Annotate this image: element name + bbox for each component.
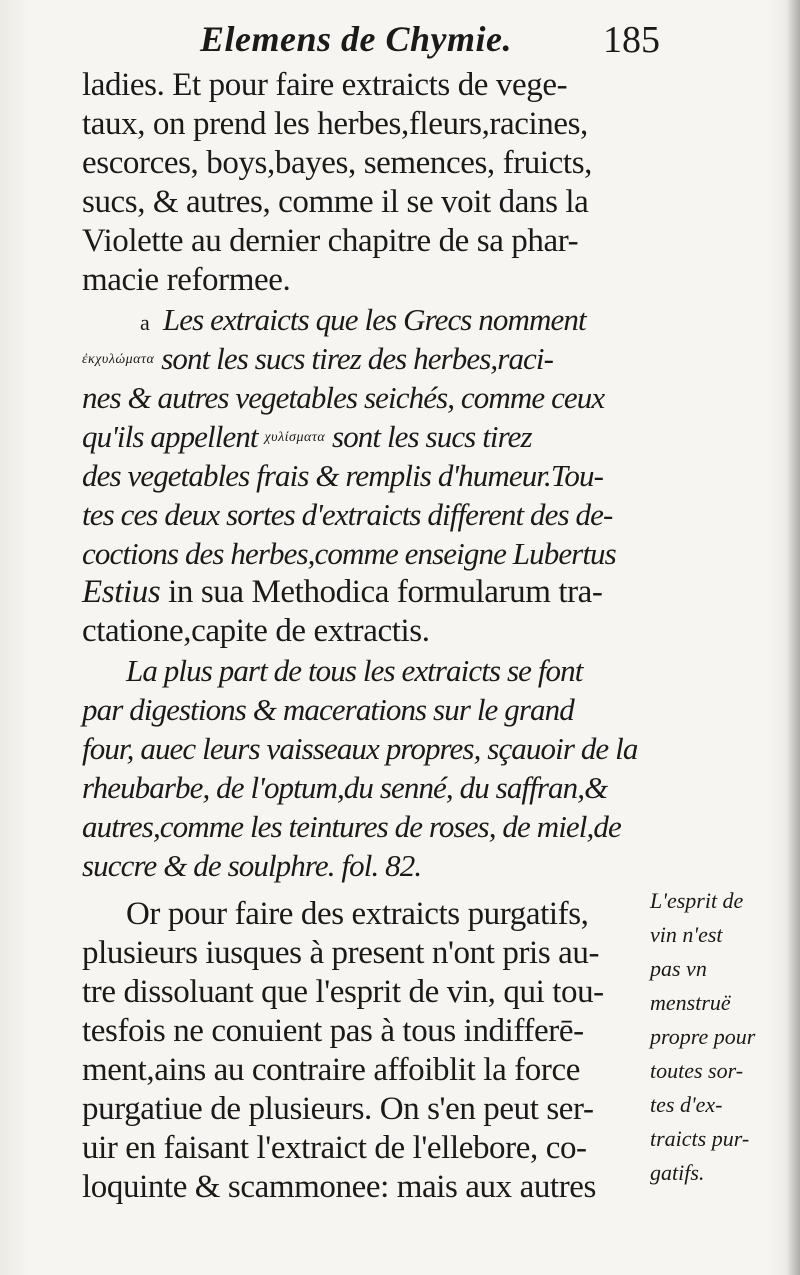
author-name: Estius <box>82 574 161 610</box>
text-line: Or pour faire des extraicts purgatifs, <box>126 896 589 932</box>
note-text: qu'ils appellent <box>82 419 258 454</box>
margin-note-line: gatifs. <box>650 1160 705 1185</box>
margin-note-line: pas vn <box>650 956 707 981</box>
note-text: in sua Methodica formularum tra- <box>160 574 603 610</box>
note-line <box>82 417 642 456</box>
running-title: Elemens de Chymie. <box>200 19 512 59</box>
note-text: sont les sucs tirez des herbes,raci- <box>161 341 554 376</box>
text-line: loquinte & scammonee: mais aux autres <box>82 1169 596 1205</box>
greek-word: ἐκχυλώματα <box>82 352 155 367</box>
text-line: taux, on prend les herbes,fleurs,racines, <box>82 106 588 142</box>
italic-line: par digestions & macerations sur le grand <box>82 692 574 727</box>
text-line: ment,ains au contraire affoiblit la force <box>82 1052 580 1088</box>
italic-line: autres,comme les teintures de roses, de miel,de <box>82 809 621 844</box>
text-line: tesfois ne conuient pas à tous indifferē- <box>82 1013 584 1049</box>
note-line <box>82 339 642 378</box>
paragraph-spacer <box>82 885 642 895</box>
margin-note-line: toutes sor- <box>650 1058 744 1083</box>
margin-note-line: tes d'ex- <box>650 1092 723 1117</box>
page-header <box>200 12 660 72</box>
page-edge-shadow <box>786 0 800 1275</box>
margin-note-line: L'esprit de <box>650 888 744 913</box>
italic-line: La plus part de tous les extraicts se font <box>126 653 583 688</box>
note-marker: a <box>140 310 149 335</box>
margin-note-line: propre pour <box>650 1024 756 1049</box>
margin-note <box>650 884 780 1190</box>
italic-line: four, auec leurs vaisseaux propres, sçauoir de la <box>82 731 638 766</box>
text-line: uir en faisant l'extraict de l'ellebore, co- <box>82 1130 587 1166</box>
text-line: purgatiue de plusieurs. On s'en peut ser- <box>82 1091 594 1127</box>
note-line <box>82 573 642 612</box>
margin-note-line: vin n'est <box>650 922 723 947</box>
note-line: coctions des herbes,comme enseigne Lubertus <box>82 536 616 571</box>
text-line: escorces, boys,bayes, semences, fruicts, <box>82 145 592 181</box>
main-text-block <box>82 66 642 1207</box>
page-number: 185 <box>603 19 660 61</box>
text-line: ladies. Et pour faire extraicts de vege- <box>82 67 568 103</box>
note-line: tes ces deux sortes d'extraicts different des de- <box>82 497 613 532</box>
margin-note-line: menstruë <box>650 990 731 1015</box>
text-line: macie reformee. <box>82 262 291 298</box>
note-line: nes & autres vegetables seichés, comme ceux <box>82 380 605 415</box>
italic-line: succre & de soulphre. fol. 82. <box>82 848 422 883</box>
text-line: tre dissoluant que l'esprit de vin, qui tou- <box>82 974 604 1010</box>
note-line: des vegetables frais & remplis d'humeur.Tou- <box>82 458 603 493</box>
text-line: Violette au dernier chapitre de sa phar- <box>82 223 579 259</box>
note-text: sont les sucs tirez <box>332 419 532 454</box>
note-text: Les extraicts que les Grecs nomment <box>162 302 586 337</box>
note-line: ctatione,capite de extractis. <box>82 613 430 649</box>
text-line: sucs, & autres, comme il se voit dans la <box>82 184 589 220</box>
greek-word: χυλίσματα <box>264 430 326 445</box>
italic-line: rheubarbe, de l'optum,du senné, du saffran,& <box>82 770 608 805</box>
text-line: plusieurs iusques à present n'ont pris au- <box>82 935 600 971</box>
margin-note-line: traicts pur- <box>650 1126 750 1151</box>
note-line <box>82 300 642 339</box>
